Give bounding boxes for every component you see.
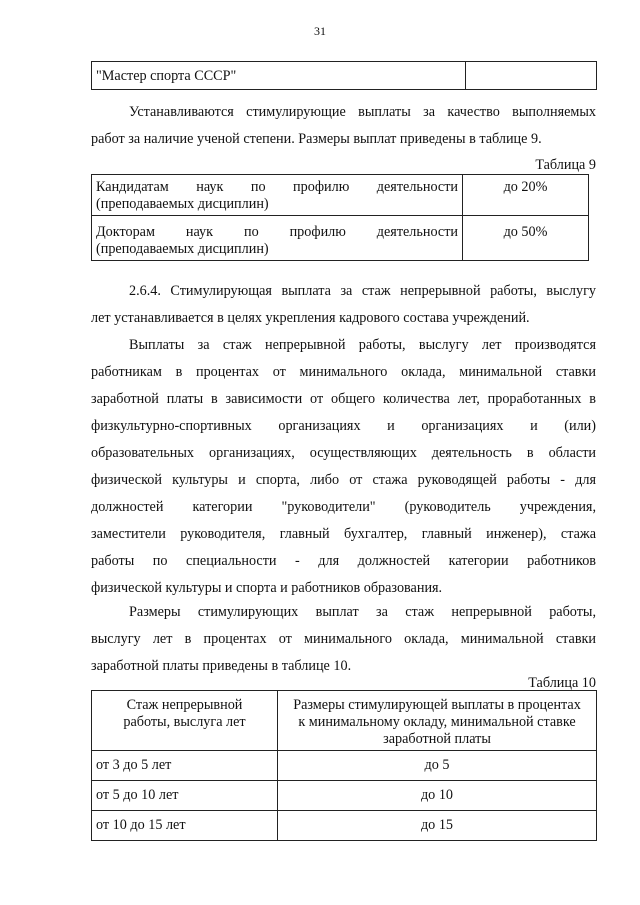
table-row	[92, 175, 589, 216]
table-10	[91, 690, 597, 841]
table-9	[91, 174, 589, 261]
table-row	[92, 751, 597, 781]
header-line: к минимальному окладу, минимальной ставке	[298, 714, 576, 730]
paragraph-line: работ за наличие ученой степени. Размеры выплат приведены в таблице 9.	[91, 131, 542, 147]
table-cell-line: Кандидатам наук по профилю деятельности	[96, 179, 458, 195]
paragraph-line: 2.6.4. Стимулирующая выплата за стаж непрерывной работы, выслугу	[129, 283, 596, 299]
table-header-cell	[92, 691, 278, 751]
table-cell-value: до 50%	[463, 216, 589, 261]
paragraph-line: заработной платы приведены в таблице 10.	[91, 658, 352, 674]
paragraph-line: должностей категории "руководители" (руководитель учреждения,	[91, 499, 596, 515]
table-row	[92, 216, 589, 261]
paragraph-line: выслугу лет в процентах от минимального оклада, минимальной ставки	[91, 631, 596, 647]
table-cell-period: от 10 до 15 лет	[92, 811, 278, 841]
paragraph-line: заработной платы в зависимости от общего количества лет, проработанных в	[91, 391, 596, 407]
table-cell-line: Докторам наук по профилю деятельности	[96, 224, 458, 240]
paragraph-line: физической культуры и спорта, либо от стажа руководящей работы - для	[91, 472, 596, 488]
page-number: 31	[314, 24, 326, 38]
table-cell-value: до 20%	[463, 175, 589, 216]
paragraph-line: работникам в процентах от минимального оклада, минимальной ставки	[91, 364, 596, 380]
table-top	[91, 61, 597, 90]
header-line: работы, выслуга лет	[123, 714, 246, 730]
table-header-cell	[278, 691, 597, 751]
table-cell-value: до 5	[278, 751, 597, 781]
table-cell-line: (преподаваемых дисциплин)	[96, 196, 269, 212]
header-line: Стаж непрерывной	[126, 697, 243, 713]
table-cell: "Мастер спорта СССР"	[92, 62, 466, 90]
paragraph-line: лет устанавливается в целях укрепления кадрового состава учреждений.	[91, 310, 530, 326]
table-cell-period: от 5 до 10 лет	[92, 781, 278, 811]
table-cell-value: до 10	[278, 781, 597, 811]
table-row	[92, 811, 597, 841]
paragraph-line: заместители руководителя, главный бухгалтер, главный инженер), стажа	[91, 526, 596, 542]
table-caption: Таблица 10	[528, 675, 596, 691]
table-cell-line: (преподаваемых дисциплин)	[96, 241, 269, 257]
table-header-row	[92, 691, 597, 751]
header-line: заработной платы	[383, 731, 491, 747]
table-cell-empty	[466, 62, 597, 90]
paragraph-line: образовательных организациях, осуществляющих деятельность в области	[91, 445, 596, 461]
table-row	[92, 781, 597, 811]
paragraph-line: физической культуры и спорта и работников образования.	[91, 580, 443, 596]
table-cell-value: до 15	[278, 811, 597, 841]
paragraph-line: физкультурно-спортивных организациях и организациях и (или)	[91, 418, 596, 434]
paragraph-line: работы по специальности - для должностей категории работников	[91, 553, 596, 569]
paragraph-line: Устанавливаются стимулирующие выплаты за качество выполняемых	[129, 104, 596, 120]
table-cell-period: от 3 до 5 лет	[92, 751, 278, 781]
header-line: Размеры стимулирующей выплаты в процентах	[293, 697, 581, 713]
table-caption: Таблица 9	[535, 157, 596, 173]
paragraph-line: Выплаты за стаж непрерывной работы, выслугу лет производятся	[129, 337, 596, 353]
paragraph-line: Размеры стимулирующих выплат за стаж непрерывной работы,	[129, 604, 596, 620]
